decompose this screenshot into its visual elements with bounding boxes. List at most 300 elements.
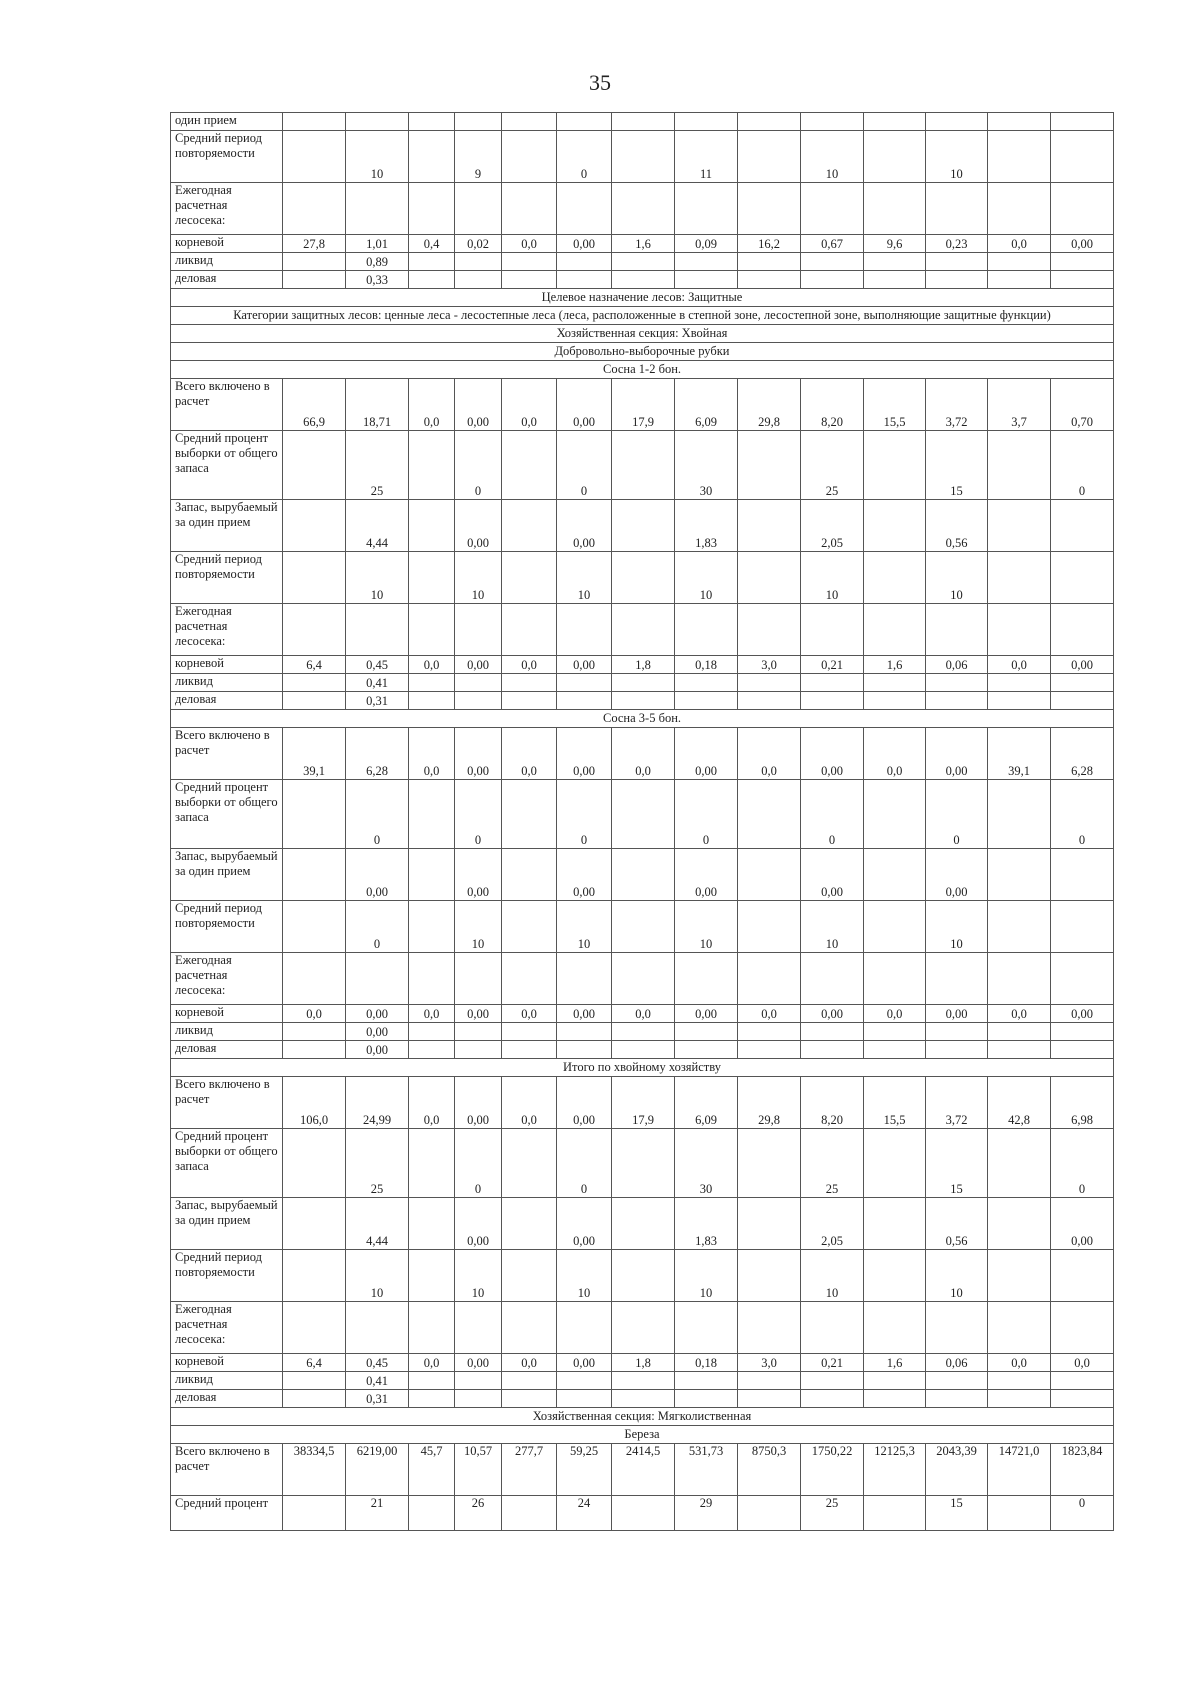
value-cell <box>864 901 926 953</box>
table-row <box>171 1250 1114 1302</box>
value-cell <box>409 1198 455 1250</box>
row-label: Всего включено в расчет <box>171 379 283 431</box>
value-cell <box>502 1302 557 1354</box>
row-label: Средний период повторяемости <box>171 131 283 183</box>
value-cell: 0,0 <box>409 728 455 780</box>
value-cell <box>738 674 801 692</box>
value-cell <box>283 183 346 235</box>
value-cell <box>409 849 455 901</box>
value-cell: 15,5 <box>864 1077 926 1129</box>
table-row <box>171 656 1114 674</box>
value-cell <box>926 1302 988 1354</box>
table-row <box>171 235 1114 253</box>
value-cell: 0,0 <box>864 728 926 780</box>
value-cell <box>864 780 926 849</box>
value-cell: 0 <box>557 1129 612 1198</box>
row-label: ликвид <box>171 674 283 692</box>
value-cell <box>988 901 1051 953</box>
value-cell <box>409 1372 455 1390</box>
value-cell <box>926 1390 988 1408</box>
value-cell: 4,44 <box>346 1198 409 1250</box>
value-cell <box>502 953 557 1005</box>
value-cell <box>612 780 675 849</box>
value-cell <box>502 271 557 289</box>
value-cell <box>675 253 738 271</box>
value-cell: 0 <box>1051 1496 1114 1531</box>
row-label: ликвид <box>171 1023 283 1041</box>
section-heading: Сосна 3-5 бон. <box>171 710 1114 728</box>
value-cell: 10 <box>801 1250 864 1302</box>
value-cell <box>675 271 738 289</box>
value-cell <box>1051 953 1114 1005</box>
value-cell: 10 <box>346 131 409 183</box>
row-label: корневой <box>171 1005 283 1023</box>
value-cell <box>1051 1372 1114 1390</box>
value-cell <box>1051 1390 1114 1408</box>
value-cell <box>738 1302 801 1354</box>
value-cell: 0 <box>346 780 409 849</box>
value-cell <box>988 431 1051 500</box>
value-cell <box>409 253 455 271</box>
value-cell: 0,0 <box>612 1005 675 1023</box>
value-cell <box>409 131 455 183</box>
value-cell: 0,00 <box>455 728 502 780</box>
value-cell: 25 <box>801 1129 864 1198</box>
value-cell <box>1051 1250 1114 1302</box>
value-cell: 0,00 <box>557 500 612 552</box>
value-cell: 2414,5 <box>612 1444 675 1496</box>
value-cell <box>502 849 557 901</box>
value-cell <box>1051 1023 1114 1041</box>
row-label: один прием <box>171 113 283 131</box>
value-cell <box>864 113 926 131</box>
value-cell: 10 <box>801 901 864 953</box>
value-cell <box>455 604 502 656</box>
value-cell <box>346 604 409 656</box>
value-cell: 25 <box>346 1129 409 1198</box>
value-cell: 1,6 <box>612 235 675 253</box>
value-cell: 10 <box>926 552 988 604</box>
table-row <box>171 1041 1114 1059</box>
value-cell <box>1051 552 1114 604</box>
value-cell: 0,00 <box>557 1005 612 1023</box>
value-cell: 1,8 <box>612 1354 675 1372</box>
value-cell: 1,01 <box>346 235 409 253</box>
value-cell <box>988 1250 1051 1302</box>
value-cell: 0,41 <box>346 674 409 692</box>
value-cell <box>283 1250 346 1302</box>
value-cell <box>801 1372 864 1390</box>
value-cell <box>455 674 502 692</box>
value-cell <box>738 1023 801 1041</box>
value-cell <box>926 1372 988 1390</box>
value-cell: 1,6 <box>864 1354 926 1372</box>
value-cell <box>988 1496 1051 1531</box>
value-cell <box>988 1023 1051 1041</box>
value-cell <box>988 500 1051 552</box>
value-cell: 6,09 <box>675 1077 738 1129</box>
value-cell: 0,00 <box>346 1041 409 1059</box>
value-cell: 45,7 <box>409 1444 455 1496</box>
value-cell: 0,00 <box>675 728 738 780</box>
value-cell <box>738 500 801 552</box>
value-cell <box>988 674 1051 692</box>
value-cell: 0 <box>455 431 502 500</box>
value-cell <box>612 604 675 656</box>
value-cell <box>612 500 675 552</box>
value-cell: 0,21 <box>801 656 864 674</box>
value-cell <box>409 113 455 131</box>
value-cell: 15,5 <box>864 379 926 431</box>
value-cell <box>988 1372 1051 1390</box>
value-cell: 9 <box>455 131 502 183</box>
value-cell <box>675 1041 738 1059</box>
value-cell: 0 <box>455 780 502 849</box>
value-cell: 1,83 <box>675 500 738 552</box>
value-cell <box>926 953 988 1005</box>
value-cell <box>864 1496 926 1531</box>
value-cell <box>1051 500 1114 552</box>
value-cell: 6,28 <box>1051 728 1114 780</box>
value-cell <box>738 1250 801 1302</box>
value-cell <box>502 183 557 235</box>
value-cell <box>283 674 346 692</box>
value-cell <box>926 1041 988 1059</box>
value-cell <box>1051 183 1114 235</box>
value-cell <box>502 1496 557 1531</box>
table-row <box>171 253 1114 271</box>
value-cell: 10 <box>801 131 864 183</box>
value-cell: 0,00 <box>557 728 612 780</box>
value-cell <box>1051 604 1114 656</box>
value-cell <box>864 1198 926 1250</box>
value-cell: 0,00 <box>926 1005 988 1023</box>
value-cell: 0,0 <box>502 1077 557 1129</box>
table-row <box>171 431 1114 500</box>
section-heading: Сосна 1-2 бон. <box>171 361 1114 379</box>
value-cell <box>675 604 738 656</box>
value-cell: 10 <box>926 131 988 183</box>
value-cell: 1,83 <box>675 1198 738 1250</box>
value-cell: 0,0 <box>988 1005 1051 1023</box>
value-cell: 10 <box>346 1250 409 1302</box>
value-cell <box>738 1129 801 1198</box>
section-band-row <box>171 325 1114 343</box>
value-cell <box>612 692 675 710</box>
value-cell <box>612 552 675 604</box>
value-cell <box>926 271 988 289</box>
table-row <box>171 1077 1114 1129</box>
value-cell <box>738 552 801 604</box>
value-cell <box>502 1390 557 1408</box>
value-cell <box>557 1041 612 1059</box>
value-cell: 0,00 <box>455 1077 502 1129</box>
value-cell <box>801 271 864 289</box>
value-cell: 6,28 <box>346 728 409 780</box>
value-cell <box>988 1390 1051 1408</box>
value-cell <box>738 953 801 1005</box>
value-cell <box>738 431 801 500</box>
value-cell <box>455 1023 502 1041</box>
value-cell <box>502 500 557 552</box>
value-cell <box>675 692 738 710</box>
value-cell <box>346 113 409 131</box>
value-cell <box>801 1302 864 1354</box>
row-label: Запас, вырубаемый за один прием <box>171 500 283 552</box>
value-cell: 0,00 <box>557 656 612 674</box>
value-cell: 1750,22 <box>801 1444 864 1496</box>
section-band-row <box>171 1059 1114 1077</box>
value-cell: 59,25 <box>557 1444 612 1496</box>
row-label: Средний процент выборки от общего запаса <box>171 780 283 849</box>
row-label: деловая <box>171 692 283 710</box>
value-cell: 30 <box>675 431 738 500</box>
value-cell: 0,0 <box>502 235 557 253</box>
value-cell: 30 <box>675 1129 738 1198</box>
row-label: ликвид <box>171 253 283 271</box>
value-cell <box>502 1198 557 1250</box>
value-cell: 531,73 <box>675 1444 738 1496</box>
table-row <box>171 552 1114 604</box>
row-label: Всего включено в расчет <box>171 1444 283 1496</box>
value-cell <box>675 1023 738 1041</box>
value-cell <box>557 1372 612 1390</box>
value-cell <box>283 113 346 131</box>
value-cell <box>455 253 502 271</box>
section-band-row <box>171 361 1114 379</box>
value-cell: 6219,00 <box>346 1444 409 1496</box>
value-cell <box>864 1390 926 1408</box>
value-cell <box>346 1302 409 1354</box>
value-cell: 106,0 <box>283 1077 346 1129</box>
value-cell: 9,6 <box>864 235 926 253</box>
table-body <box>171 113 1114 1531</box>
value-cell: 0,00 <box>675 1005 738 1023</box>
value-cell: 0,67 <box>801 235 864 253</box>
value-cell: 0,45 <box>346 1354 409 1372</box>
value-cell: 24,99 <box>346 1077 409 1129</box>
value-cell: 0,0 <box>409 1005 455 1023</box>
forest-calculation-table <box>170 112 1114 1531</box>
value-cell <box>409 183 455 235</box>
value-cell <box>557 253 612 271</box>
value-cell: 0,00 <box>455 656 502 674</box>
section-heading: Целевое назначение лесов: Защитные <box>171 289 1114 307</box>
value-cell <box>738 849 801 901</box>
value-cell <box>738 780 801 849</box>
value-cell <box>864 552 926 604</box>
value-cell <box>283 1496 346 1531</box>
value-cell: 0 <box>346 901 409 953</box>
value-cell <box>675 183 738 235</box>
value-cell <box>502 1250 557 1302</box>
value-cell: 10 <box>675 1250 738 1302</box>
value-cell <box>409 1496 455 1531</box>
value-cell <box>675 1372 738 1390</box>
value-cell <box>738 131 801 183</box>
value-cell <box>1051 131 1114 183</box>
value-cell <box>283 552 346 604</box>
value-cell <box>455 1302 502 1354</box>
table-row <box>171 379 1114 431</box>
value-cell <box>864 271 926 289</box>
value-cell <box>1051 253 1114 271</box>
value-cell: 0,45 <box>346 656 409 674</box>
value-cell: 1,6 <box>864 656 926 674</box>
value-cell: 24 <box>557 1496 612 1531</box>
value-cell: 0 <box>1051 780 1114 849</box>
value-cell: 0,00 <box>926 728 988 780</box>
value-cell <box>864 604 926 656</box>
value-cell: 0,00 <box>557 1077 612 1129</box>
value-cell <box>455 953 502 1005</box>
value-cell: 0,00 <box>1051 235 1114 253</box>
section-band-row <box>171 710 1114 728</box>
value-cell <box>283 1302 346 1354</box>
value-cell: 0,89 <box>346 253 409 271</box>
value-cell <box>612 131 675 183</box>
value-cell <box>738 692 801 710</box>
value-cell: 0,00 <box>557 379 612 431</box>
value-cell <box>1051 849 1114 901</box>
value-cell <box>738 1372 801 1390</box>
value-cell <box>864 1041 926 1059</box>
value-cell <box>283 780 346 849</box>
value-cell <box>409 674 455 692</box>
value-cell: 10 <box>926 901 988 953</box>
value-cell: 0,21 <box>801 1354 864 1372</box>
value-cell <box>801 674 864 692</box>
value-cell <box>864 1302 926 1354</box>
row-label: ликвид <box>171 1372 283 1390</box>
value-cell <box>409 271 455 289</box>
value-cell <box>502 552 557 604</box>
value-cell <box>557 1023 612 1041</box>
value-cell: 38334,5 <box>283 1444 346 1496</box>
value-cell <box>1051 113 1114 131</box>
value-cell <box>612 1023 675 1041</box>
value-cell <box>502 1129 557 1198</box>
row-label: корневой <box>171 235 283 253</box>
value-cell: 0,0 <box>738 728 801 780</box>
value-cell <box>502 1372 557 1390</box>
section-band-row <box>171 307 1114 325</box>
value-cell <box>1051 1302 1114 1354</box>
value-cell <box>612 1496 675 1531</box>
value-cell: 0,00 <box>801 849 864 901</box>
value-cell <box>283 271 346 289</box>
value-cell: 10 <box>675 552 738 604</box>
value-cell: 0,56 <box>926 500 988 552</box>
table-row <box>171 1129 1114 1198</box>
table-row <box>171 131 1114 183</box>
value-cell <box>409 552 455 604</box>
value-cell: 3,72 <box>926 379 988 431</box>
value-cell: 3,0 <box>738 656 801 674</box>
value-cell <box>409 1041 455 1059</box>
value-cell <box>926 113 988 131</box>
table-row <box>171 1444 1114 1496</box>
value-cell: 0,31 <box>346 692 409 710</box>
value-cell: 10 <box>675 901 738 953</box>
value-cell <box>675 1302 738 1354</box>
value-cell: 0,00 <box>455 1005 502 1023</box>
value-cell: 10 <box>926 1250 988 1302</box>
value-cell: 0,0 <box>502 656 557 674</box>
table-row <box>171 953 1114 1005</box>
value-cell <box>738 253 801 271</box>
value-cell <box>926 253 988 271</box>
value-cell: 17,9 <box>612 379 675 431</box>
value-cell: 0 <box>1051 431 1114 500</box>
value-cell: 0,0 <box>409 1354 455 1372</box>
value-cell <box>864 253 926 271</box>
value-cell <box>409 780 455 849</box>
value-cell <box>988 692 1051 710</box>
value-cell: 0,0 <box>502 1005 557 1023</box>
value-cell <box>455 1372 502 1390</box>
table-row <box>171 1005 1114 1023</box>
value-cell <box>502 1023 557 1041</box>
row-label: Средний процент выборки от общего запаса <box>171 1129 283 1198</box>
value-cell: 0,0 <box>864 1005 926 1023</box>
value-cell <box>801 253 864 271</box>
value-cell <box>988 271 1051 289</box>
page-number: 35 <box>589 70 611 95</box>
value-cell <box>409 604 455 656</box>
section-heading: Хозяйственная секция: Мягколиственная <box>171 1408 1114 1426</box>
table-row <box>171 183 1114 235</box>
value-cell <box>502 253 557 271</box>
value-cell <box>864 674 926 692</box>
value-cell <box>612 253 675 271</box>
value-cell: 0,23 <box>926 235 988 253</box>
value-cell <box>455 1041 502 1059</box>
value-cell: 0,0 <box>988 235 1051 253</box>
value-cell: 0,0 <box>1051 1354 1114 1372</box>
value-cell: 39,1 <box>988 728 1051 780</box>
row-label: деловая <box>171 271 283 289</box>
value-cell: 0 <box>557 131 612 183</box>
value-cell <box>988 131 1051 183</box>
value-cell: 10 <box>801 552 864 604</box>
value-cell <box>557 1302 612 1354</box>
value-cell: 0,00 <box>557 1354 612 1372</box>
row-label: корневой <box>171 1354 283 1372</box>
value-cell: 3,7 <box>988 379 1051 431</box>
section-band-row <box>171 289 1114 307</box>
value-cell <box>864 1372 926 1390</box>
value-cell <box>409 953 455 1005</box>
value-cell: 3,72 <box>926 1077 988 1129</box>
row-label: деловая <box>171 1390 283 1408</box>
value-cell: 0,0 <box>409 1077 455 1129</box>
value-cell <box>988 1198 1051 1250</box>
value-cell: 15 <box>926 431 988 500</box>
table-row <box>171 271 1114 289</box>
table-row <box>171 1496 1114 1531</box>
value-cell <box>502 604 557 656</box>
value-cell: 0,56 <box>926 1198 988 1250</box>
table-row <box>171 113 1114 131</box>
section-heading: Береза <box>171 1426 1114 1444</box>
section-heading: Категории защитных лесов: ценные леса - лесостепные леса (леса, расположенные в степной зоне, лесостепной зоне, выполняющие защитные функции) <box>171 307 1114 325</box>
value-cell: 0,31 <box>346 1390 409 1408</box>
value-cell: 8750,3 <box>738 1444 801 1496</box>
value-cell: 0,00 <box>1051 1005 1114 1023</box>
value-cell <box>675 674 738 692</box>
value-cell <box>801 1041 864 1059</box>
